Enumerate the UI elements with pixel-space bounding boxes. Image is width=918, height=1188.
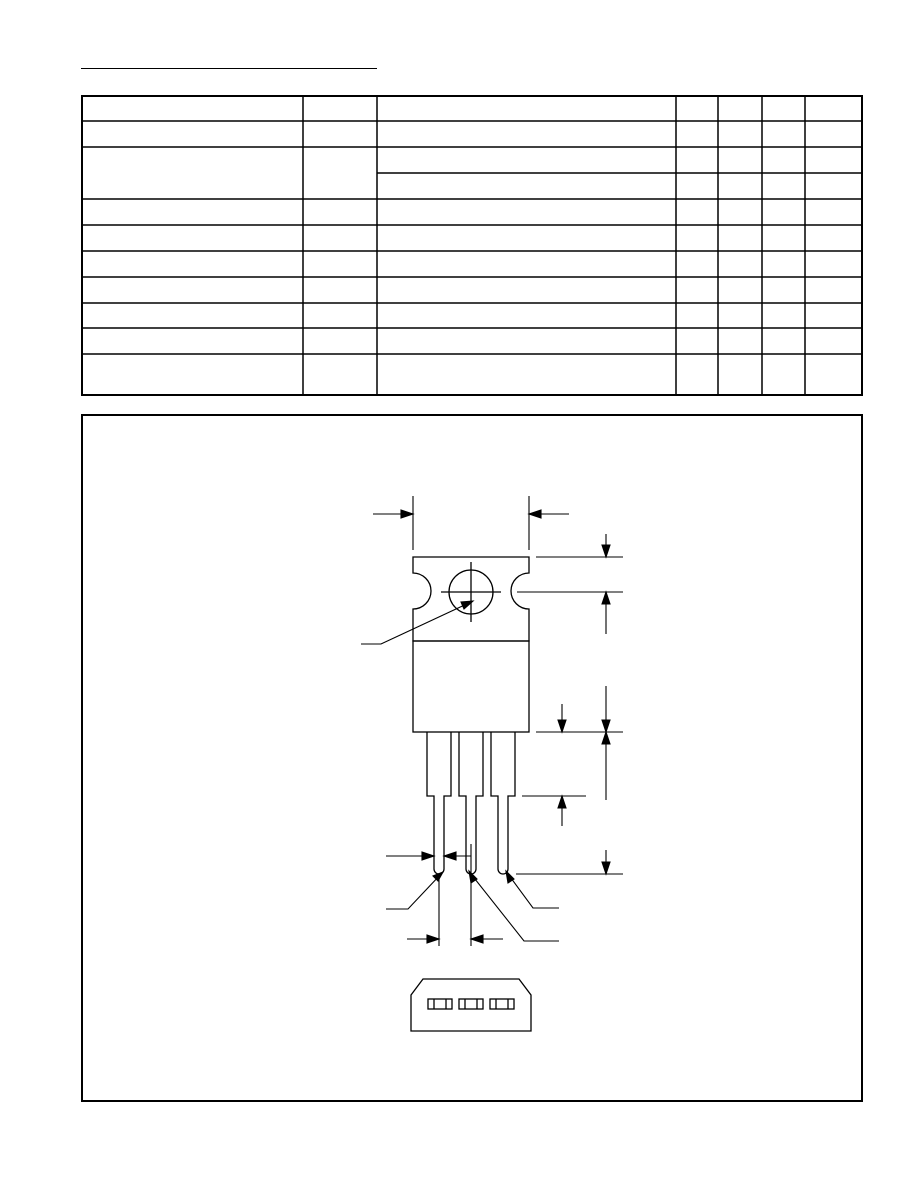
package-drawing-frame: [81, 414, 863, 1102]
package-body: [413, 641, 529, 732]
package-end-view: [411, 979, 531, 1031]
package-outline-drawing: [81, 414, 863, 1102]
dimension-lines: [361, 496, 623, 946]
spec-table: [81, 95, 863, 396]
spec-table-grid: [81, 95, 863, 396]
section-title-rule: [81, 68, 377, 69]
package-tab: [413, 557, 529, 641]
